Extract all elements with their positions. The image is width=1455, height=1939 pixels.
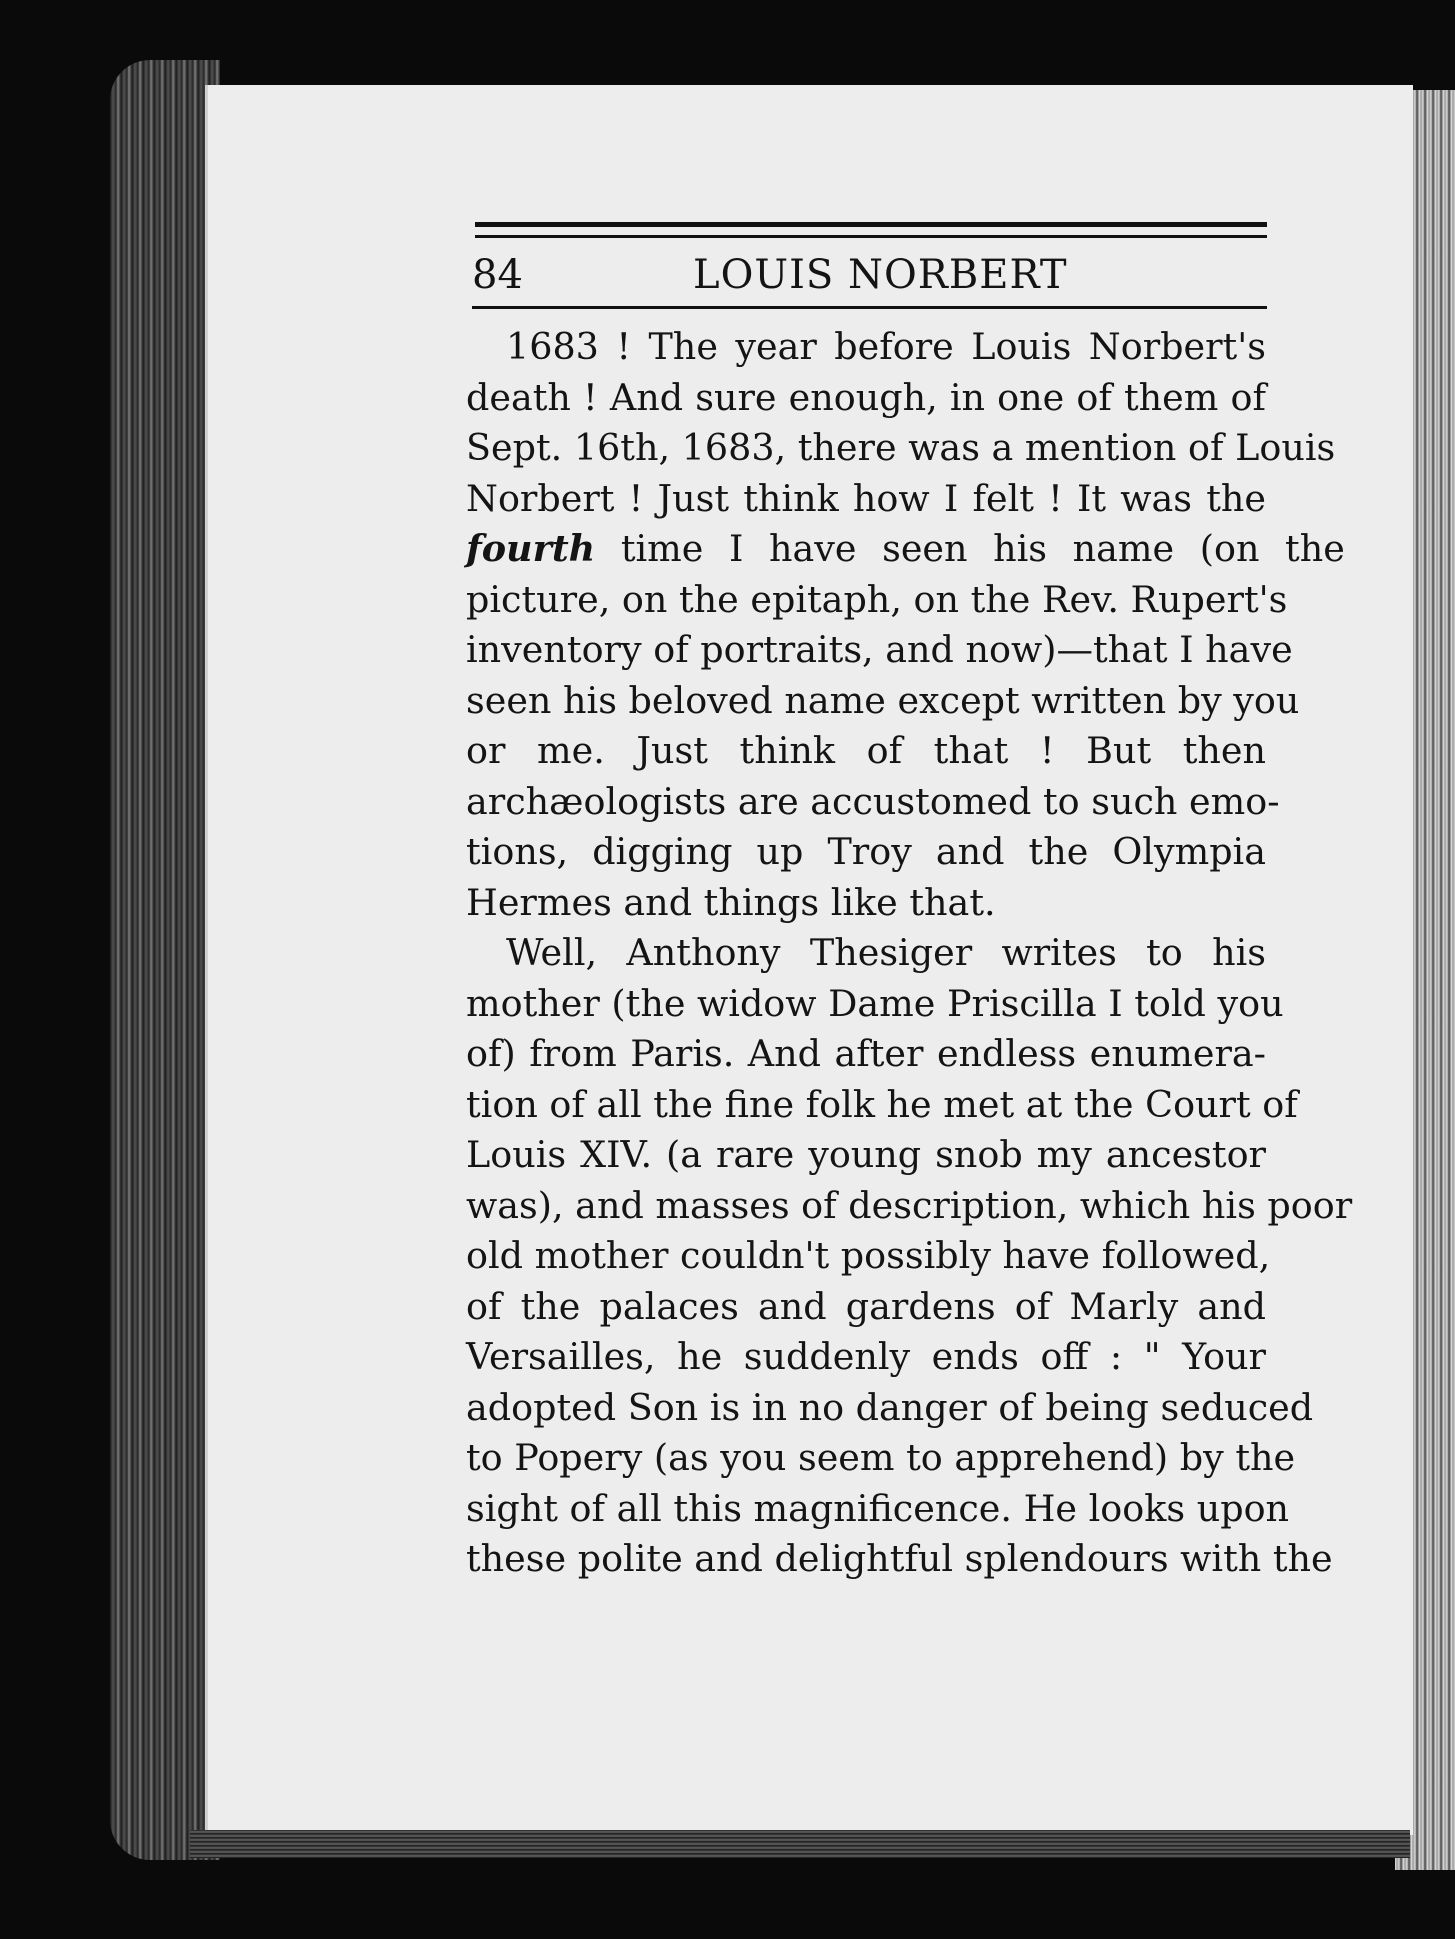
text-line: tion of all the fine folk he met at the Court of: [466, 1082, 1298, 1126]
text-line: of) from Paris. And after endless enumera-: [466, 1032, 1266, 1075]
text-line: Versailles, he suddenly ends off : " Your: [466, 1335, 1266, 1378]
text-line: picture, on the epitaph, on the Rev. Rupert's: [466, 577, 1288, 621]
text-line: or me. Just think of that ! But then: [466, 729, 1266, 772]
text-line: old mother couldn't possibly have followed,: [466, 1234, 1271, 1277]
text-line: sight of all this magnificence. He looks upon: [466, 1486, 1290, 1530]
text-line: 1683 ! The year before Louis Norbert's: [506, 325, 1266, 368]
text-line: Norbert ! Just think how I felt ! It was the: [466, 476, 1266, 520]
text-line: tions, digging up Troy and the Olympia: [466, 830, 1266, 873]
text-line: archæologists are accustomed to such emo-: [466, 779, 1280, 823]
page-number: 84: [472, 252, 523, 298]
header-rule: [472, 306, 1267, 309]
text-line: Hermes and things like that.: [466, 880, 996, 924]
text-line: to Popery (as you seem to apprehend) by the: [466, 1436, 1296, 1479]
text-line-rest: time I have seen his name (on the: [595, 527, 1345, 570]
text-line: of the palaces and gardens of Marly and: [466, 1284, 1266, 1328]
header-double-rule: [475, 222, 1267, 238]
text-line: death ! And sure enough, in one of them of: [466, 375, 1266, 419]
italic-emphasis: fourth: [466, 527, 596, 570]
text-line: Louis XIV. (a rare young snob my ancestor: [466, 1133, 1266, 1176]
running-title: LOUIS NORBERT: [693, 252, 1068, 298]
text-line: seen his beloved name except written by you: [466, 678, 1300, 722]
text-line: was), and masses of description, which his poor: [466, 1183, 1353, 1227]
page-edges-bottom: [190, 1830, 1410, 1858]
text-line: inventory of portraits, and now)—that I have: [466, 628, 1293, 671]
text-line: adopted Son is in no danger of being seduced: [466, 1385, 1314, 1429]
text-line: [466, 524, 1345, 575]
text-line: these polite and delightful splendours with the: [466, 1537, 1333, 1580]
text-line: Well, Anthony Thesiger writes to his: [506, 931, 1266, 974]
text-line: mother (the widow Dame Priscilla I told you: [466, 981, 1284, 1025]
text-line: Sept. 16th, 1683, there was a mention of Louis: [466, 426, 1336, 469]
page-body-text: [466, 322, 1353, 1585]
book-spine-left: [110, 60, 220, 1860]
